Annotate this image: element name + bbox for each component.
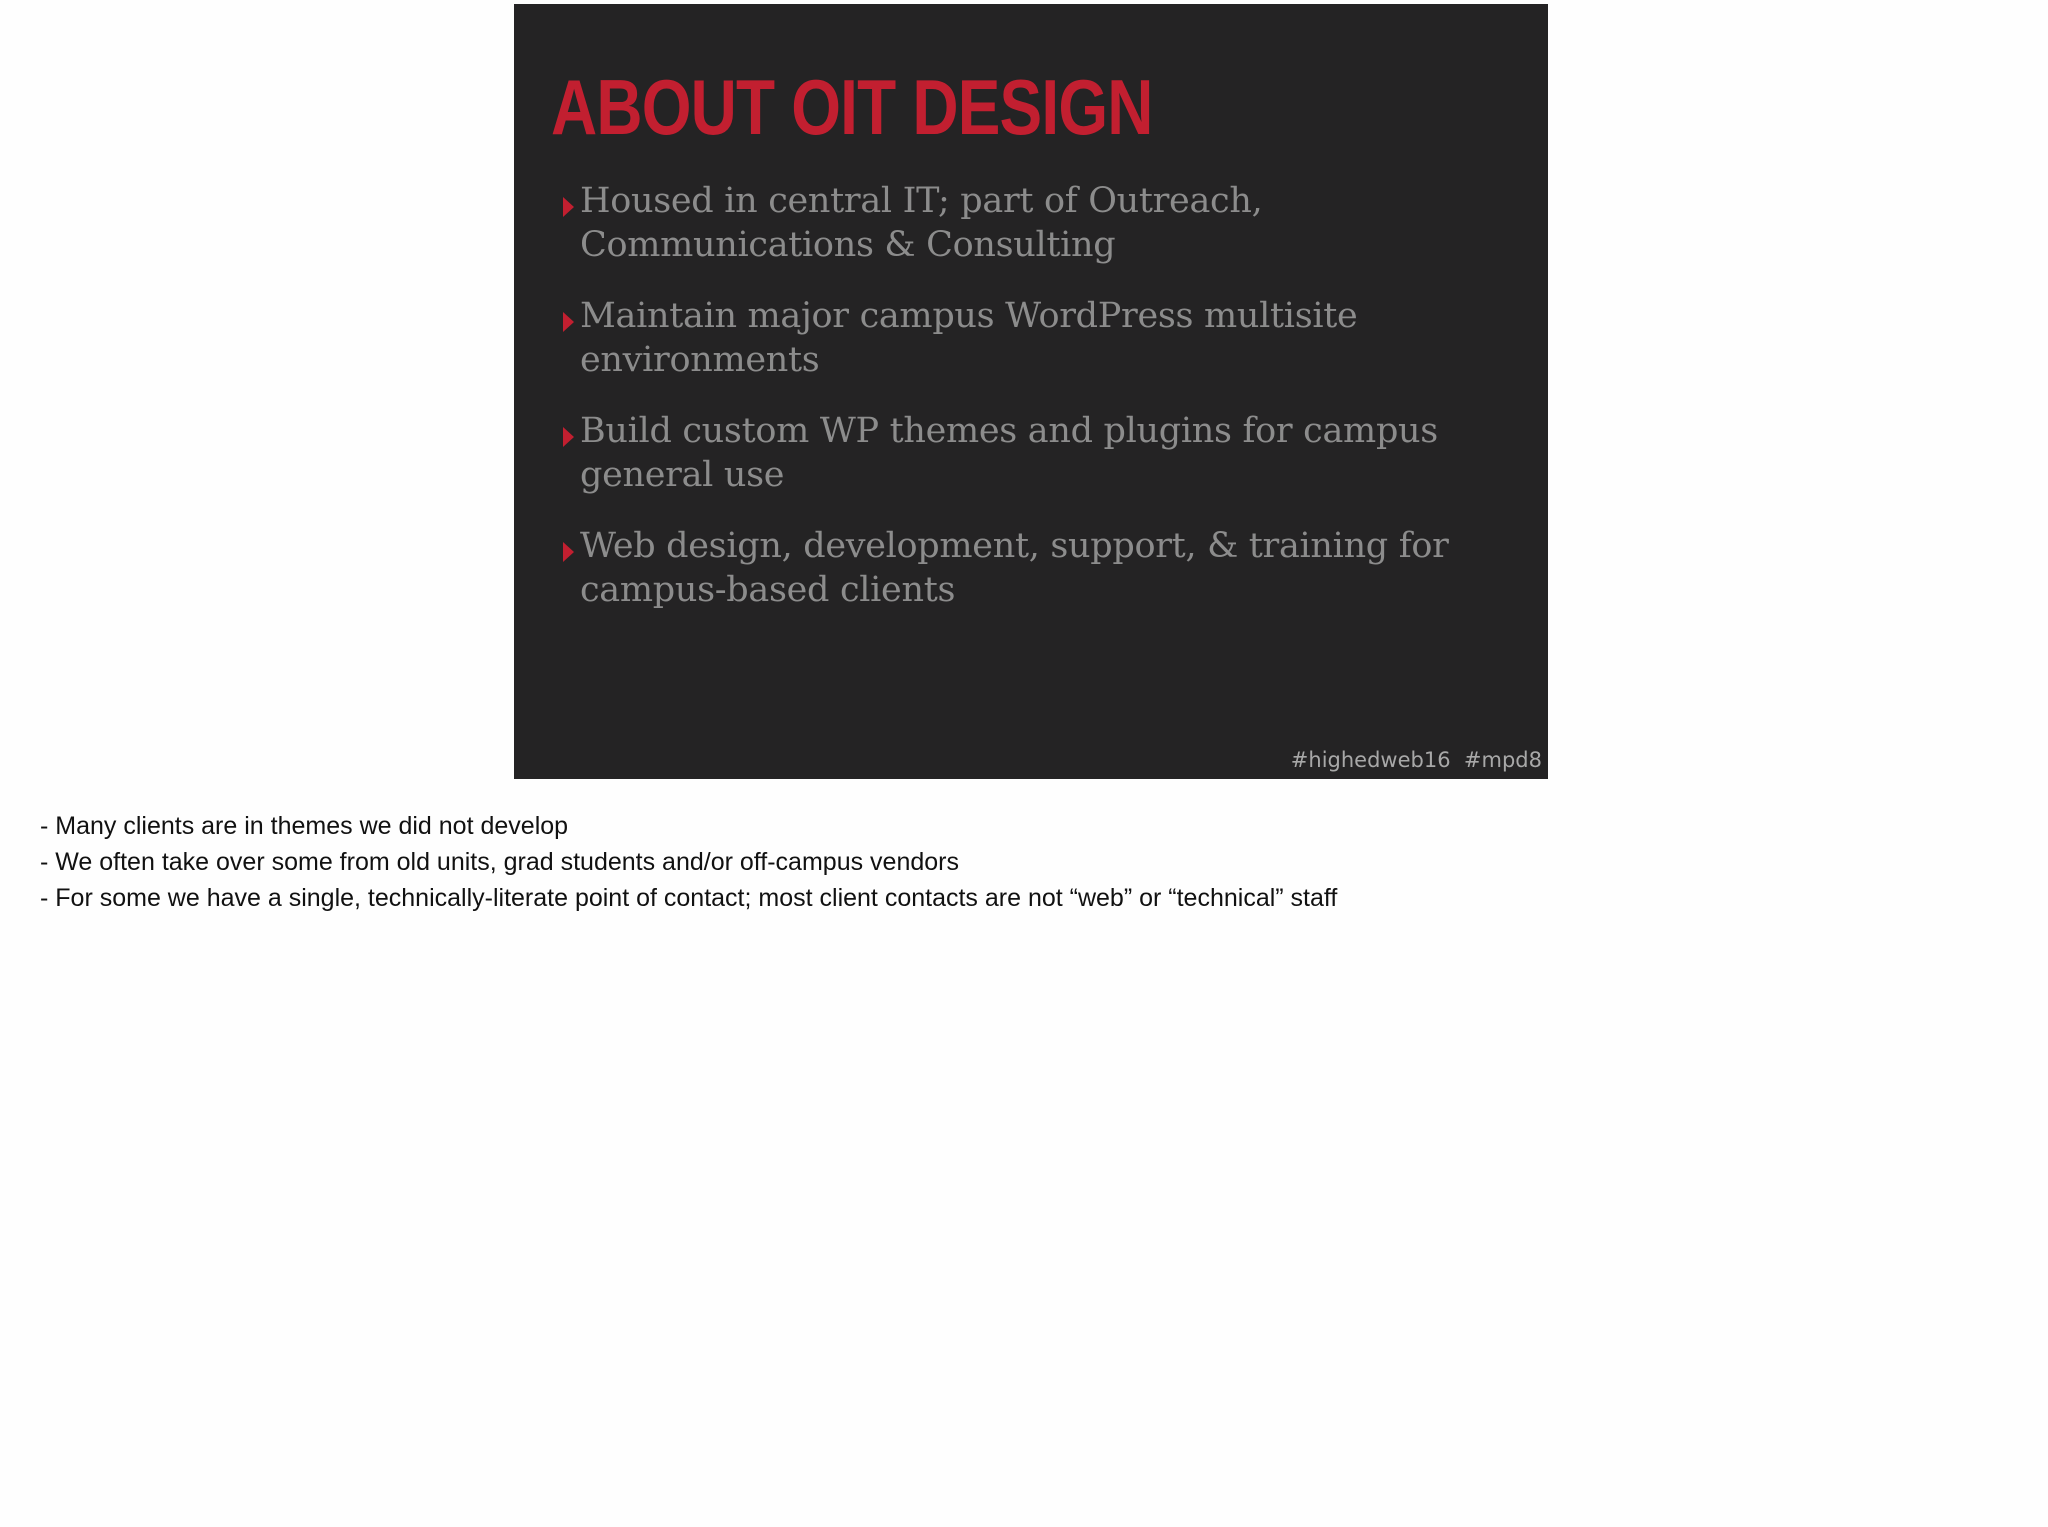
bullet-item bbox=[580, 179, 1520, 267]
presenter-note: - For some we have a single, technically-literate point of contact; most client contacts are not “web” or “technical” staff bbox=[40, 884, 1338, 912]
bullet-text-line: Build custom WP themes and plugins for campus bbox=[580, 411, 1438, 451]
bullet-text-line: environments bbox=[580, 340, 820, 380]
slide-hashtags: #highedweb16 #mpd8 bbox=[1290, 748, 1542, 772]
triangle-bullet-icon bbox=[563, 542, 574, 562]
bullet-item bbox=[580, 409, 1520, 497]
bullet-item bbox=[580, 294, 1520, 382]
triangle-bullet-icon bbox=[563, 312, 574, 332]
bullet-text-line: Communications & Consulting bbox=[580, 225, 1116, 265]
bullet-list bbox=[580, 179, 1520, 639]
triangle-bullet-icon bbox=[563, 197, 574, 217]
slide bbox=[514, 4, 1548, 779]
bullet-text-line: general use bbox=[580, 455, 785, 495]
bullet-text-line: campus-based clients bbox=[580, 570, 956, 610]
bullet-item bbox=[580, 524, 1520, 612]
bullet-text-line: Housed in central IT; part of Outreach, bbox=[580, 181, 1263, 221]
presenter-notes bbox=[40, 808, 1337, 916]
bullet-text-line: Web design, development, support, & training for bbox=[580, 526, 1449, 566]
presenter-note: - Many clients are in themes we did not develop bbox=[40, 812, 569, 840]
presenter-note: - We often take over some from old units, grad students and/or off-campus vendors bbox=[40, 848, 959, 876]
triangle-bullet-icon bbox=[563, 427, 574, 447]
slide-title: ABOUT OIT DESIGN bbox=[551, 63, 1153, 151]
bullet-text-line: Maintain major campus WordPress multisite bbox=[580, 296, 1358, 336]
